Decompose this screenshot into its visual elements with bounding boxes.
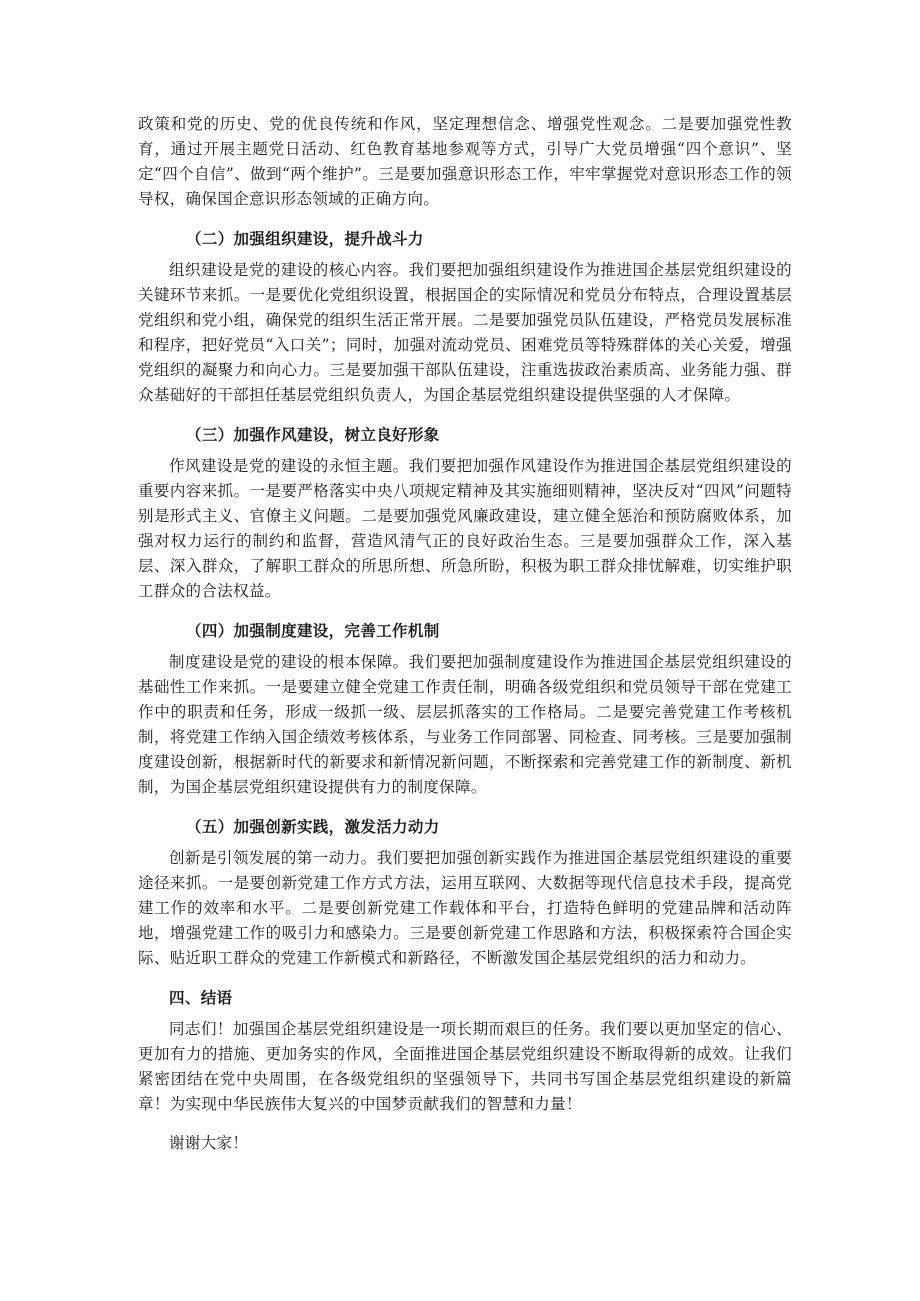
section-body-style: 作风建设是党的建设的永恒主题。我们要把加强作风建设作为推进国企基层党组织建设的重要内容来抓。一是要严格落实中央八项规定精神及其实施细则精神，坚决反对“四风”问题特别是形式主义、官僚主义问题。二是要加强党风廉政建设，建立健全惩治和预防腐败体系，加强对权力运行的制约和监督，营造风清气正的良好政治生态。三是要加强群众工作，深入基层、深入群众，了解职工群众的所思所想、所急所盼，积极为职工群众排忧解难，切实维护职工群众的合法权益。 xyxy=(138,457,792,600)
section-body-organization: 组织建设是党的建设的核心内容。我们要把加强组织建设作为推进国企基层党组织建设的关键环节来抓。一是要优化党组织设置，根据国企的实际情况和党员分布特点，合理设置基层党组织和党小组，确保党的组织生活正常开展。二是要加强党员队伍建设，严格党员发展标准和程序，把好党员“入口关”；同时，加强对流动党员、困难党员等特殊群体的关心关爱，增强党组织的凝聚力和向心力。三是要加强干部队伍建设，注重选拔政治素质高、业务能力强、群众基础好的干部担任基层党组织负责人，为国企基层党组织建设提供坚强的人才保障。 xyxy=(138,261,792,404)
document-page xyxy=(138,112,792,1156)
section-heading-innovation: （五）加强创新实践，激发活力动力 xyxy=(186,817,440,836)
section-heading-system: （四）加强制度建设，完善工作机制 xyxy=(186,621,440,640)
section-body-system: 制度建设是党的建设的根本保障。我们要把加强制度建设作为推进国企基层党组织建设的基础性工作来抓。一是要建立健全党建工作责任制，明确各级党组织和党员领导干部在党建工作中的职责和任务，形成一级抓一级、层层抓落实的工作格局。二是要完善党建工作考核机制，将党建工作纳入国企绩效考核体系，与业务工作同部署、同检查、同考核。三是要加强制度建设创新，根据新时代的新要求和新情况新问题，不断探索和完善党建工作的新制度、新机制，为国企基层党组织建设提供有力的制度保障。 xyxy=(138,653,792,796)
closing-line: 谢谢大家！ xyxy=(169,1134,249,1152)
conclusion-heading: 四、结语 xyxy=(169,988,233,1007)
section-heading-organization: （二）加强组织建设，提升战斗力 xyxy=(186,229,424,248)
conclusion-body: 同志们！加强国企基层党组织建设是一项长期而艰巨的任务。我们要以更加坚定的信心、更加有力的措施、更加务实的作风，全面推进国企基层党组织建设不断取得新的成效。让我们紧密团结在党中央周围，在各级党组织的坚强领导下，共同书写国企基层党组织建设的新篇章！为实现中华民族伟大复兴的中国梦贡献我们的智慧和力量！ xyxy=(138,1020,792,1113)
section-body-innovation: 创新是引领发展的第一动力。我们要把加强创新实践作为推进国企基层党组织建设的重要途径来抓。一是要创新党建工作方式方法，运用互联网、大数据等现代信息技术手段，提高党建工作的效率和水平。二是要创新党建工作载体和平台，打造特色鲜明的党建品牌和活动阵地，增强党建工作的吸引力和感染力。三是要创新党建工作思路和方法，积极探索符合国企实际、贴近职工群众的党建工作新模式和新路径，不断激发国企基层党组织的活力和动力。 xyxy=(138,849,792,967)
intro-paragraph: 政策和党的历史、党的优良传统和作风，坚定理想信念、增强党性观念。二是要加强党性教育，通过开展主题党日活动、红色教育基地参观等方式，引导广大党员增强“四个意识”、坚定“四个自信”、做到“两个维护”。三是要加强意识形态工作，牢牢掌握党对意识形态工作的领导权，确保国企意识形态领域的正确方向。 xyxy=(138,115,792,208)
section-heading-style: （三）加强作风建设，树立良好形象 xyxy=(186,425,440,444)
